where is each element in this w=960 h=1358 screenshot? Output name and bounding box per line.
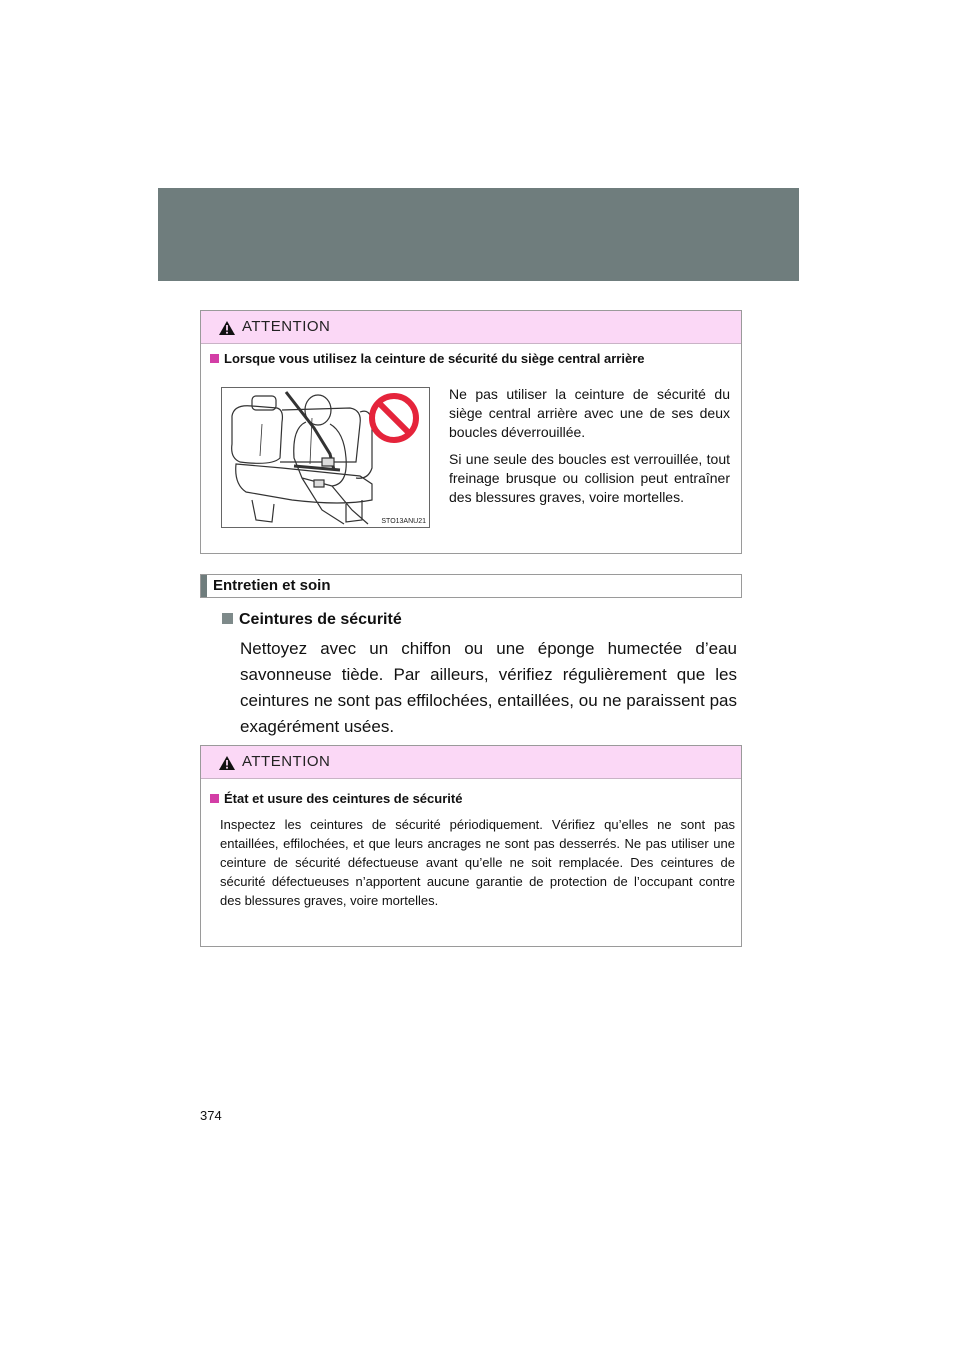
- warning-body: [449, 385, 730, 515]
- warning-triangle-icon: [218, 755, 236, 771]
- warning-paragraph: Ne pas utiliser la ceinture de sécurité du siège central arrière avec une de ses deux boucles déverrouillée.: [449, 386, 730, 440]
- warning-header: [201, 746, 741, 779]
- section-accent: [201, 575, 207, 597]
- warning-subheading: [210, 351, 645, 366]
- bullet-square-icon: [210, 354, 219, 363]
- section-title: Entretien et soin: [213, 577, 331, 594]
- subsection-heading: [222, 611, 402, 629]
- seatbelt-illustration: [221, 387, 430, 528]
- warning-subheading-text: Lorsque vous utilisez la ceinture de sécurité du siège central arrière: [224, 351, 645, 366]
- warning-body: Inspectez les ceintures de sécurité périodiquement. Vérifiez qu’elles ne sont pas entaillées, effilochées, et que leurs ancrages ne sont pas desserrés. Ne pas utiliser une ceinture de sécurité défectueuse avant qu’elle ne soit remplacée. Des ceintures de sécurité défectueuses n’apportent aucune garantie de protection de l’occupant contre des blessures graves, voire mortelles.: [220, 817, 735, 908]
- warning-box-belt-wear: [200, 745, 742, 947]
- page-number: 374: [200, 1108, 222, 1123]
- warning-subheading-text: État et usure des ceintures de sécurité: [224, 791, 463, 806]
- header-band: [158, 188, 799, 281]
- section-heading-bar: [200, 574, 742, 598]
- subsection-title: Ceintures de sécurité: [239, 611, 402, 628]
- warning-triangle-icon: [218, 320, 236, 336]
- warning-header: [201, 311, 741, 344]
- image-code: STO13ANU21: [381, 518, 426, 525]
- rear-seat-drawing: [222, 388, 429, 527]
- bullet-square-icon: [210, 794, 219, 803]
- warning-subheading: [210, 791, 462, 806]
- warning-paragraph: Si une seule des boucles est verrouillée, tout freinage brusque ou collision peut entraîner des blessures graves, voire mortelles.: [449, 451, 730, 505]
- warning-title: ATTENTION: [242, 318, 331, 335]
- warning-box-rear-center-belt: [200, 310, 742, 554]
- bullet-square-icon: [222, 613, 233, 624]
- warning-title: ATTENTION: [242, 753, 331, 770]
- section-body-text: Nettoyez avec un chiffon ou une éponge humectée d’eau savonneuse tiède. Par ailleurs, vérifiez régulièrement que les ceintures ne sont pas effilochées, entaillées, ou ne paraissent pas exagérément usées.: [240, 639, 737, 736]
- prohibition-icon: [372, 396, 416, 440]
